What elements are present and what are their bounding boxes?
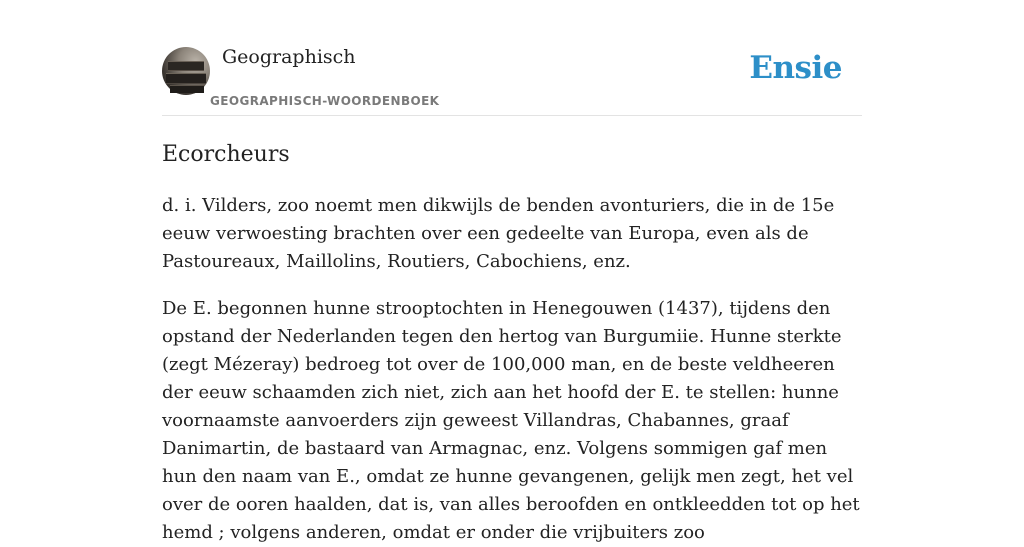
article-paragraph: De E. begonnen hunne strooptochten in Henegouwen (1437), tijdens den opstand der Nederlanden tegen den hertog van Burgumiie. Hunne sterkte (zegt Mézeray) bedroeg tot over de 100,000 man, en de beste veldheeren der eeuw schaamden zich niet, zich aan het hoofd der E. te stellen: hunne voornaamste aanvoerders zijn geweest Villandras, Chabannes, graaf Danimartin, de bastaard van Armagnac, enz. Volgens sommigen gaf men hun den naam van E., omdat ze hunne gevangenen, gelijk men zegt, het vel over de ooren haalden, dat is, van alles beroofden en ontkleedden tot op het hemd ; volgens anderen, omdat er onder die vrijbuiters zoo: [162, 298, 860, 543]
avatar[interactable]: [162, 47, 210, 95]
article: [162, 140, 866, 547]
book-spine-icon: [168, 61, 204, 71]
site-subtitle-link[interactable]: GEOGRAPHISCH-WOORDENBOEK: [210, 94, 440, 108]
article-title: Ecorcheurs: [162, 142, 290, 167]
brand-logo-link[interactable]: Ensie: [749, 50, 842, 86]
book-spine-icon: [166, 73, 206, 84]
book-spine-icon: [170, 85, 204, 93]
site-name-link[interactable]: Geographisch: [222, 46, 356, 68]
article-paragraph: d. i. Vilders, zoo noemt men dikwijls de benden avonturiers, die in de 15e eeuw verwoesting brachten over een gedeelte van Europa, even als de Pastoureaux, Maillolins, Routiers, Cabochiens, enz.: [162, 195, 835, 272]
site-header: [162, 0, 862, 116]
